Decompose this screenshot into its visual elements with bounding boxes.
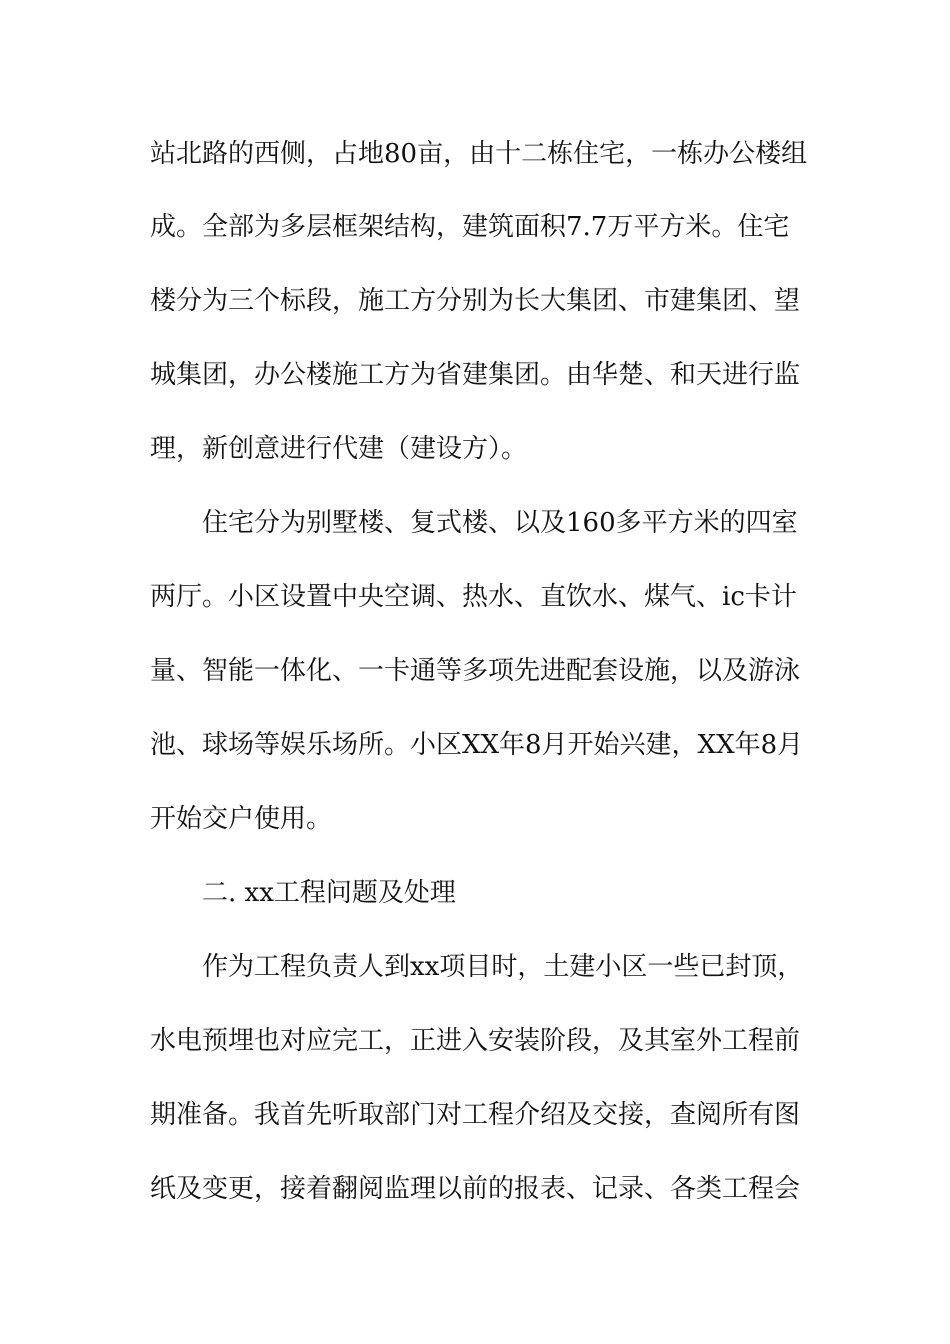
paragraph-line: 池、球场等娱乐场所。小区XX年8月开始兴建，XX年8月 — [150, 730, 804, 760]
paragraph-line: 站北路的西侧，占地80亩，由十二栋住宅，一栋办公楼组 — [150, 139, 808, 169]
paragraph-line: 作为工程负责人到xx项目时，土建小区一些已封顶， — [202, 952, 804, 982]
paragraph-line: 水电预埋也对应完工，正进入安装阶段，及其室外工程前 — [150, 1026, 801, 1056]
paragraph-line: 两厅。小区设置中央空调、热水、直饮水、煤气、ic卡计 — [150, 582, 797, 612]
section-heading: 二. xx工程问题及处理 — [202, 878, 456, 908]
paragraph-line: 楼分为三个标段，施工方分别为长大集团、市建集团、望 — [150, 286, 801, 316]
paragraph-line: 期准备。我首先听取部门对工程介绍及交接，查阅所有图 — [150, 1100, 801, 1130]
paragraph-line: 纸及变更，接着翻阅监理以前的报表、记录、各类工程会 — [150, 1174, 801, 1204]
paragraph-line: 城集团，办公楼施工方为省建集团。由华楚、和天进行监 — [150, 360, 801, 390]
paragraph-line: 量、智能一体化、一卡通等多项先进配套设施，以及游泳 — [150, 656, 801, 686]
paragraph-line: 理，新创意进行代建（建设方）。 — [150, 434, 528, 464]
paragraph-line: 开始交户使用。 — [150, 804, 333, 834]
paragraph-line: 成。全部为多层框架结构，建筑面积7.7万平方米。住宅 — [150, 212, 790, 242]
paragraph-line: 住宅分为别墅楼、复式楼、以及160多平方米的四室 — [202, 508, 798, 538]
